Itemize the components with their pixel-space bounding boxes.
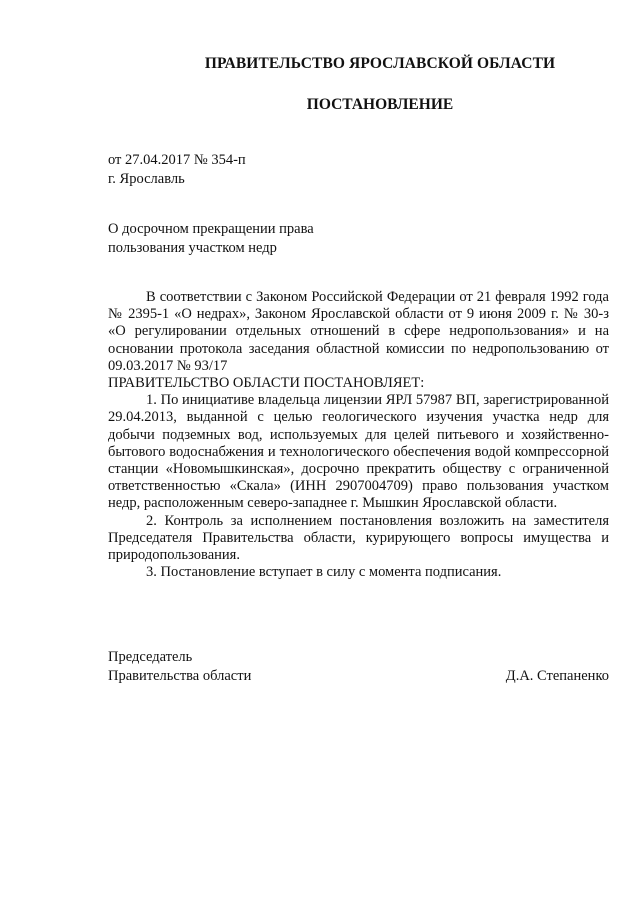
- government-title: ПРАВИТЕЛЬСТВО ЯРОСЛАВСКОЙ ОБЛАСТИ: [204, 55, 556, 72]
- signature-row: [108, 667, 609, 686]
- item-1-paragraph: 1. По инициативе владельца лицензии ЯРЛ 57987 ВП, зарегистрированной 29.04.2013, выданной с целью геологического изучения участка недр для добычи подземных вод, используемых для целей питьевого и хозяйственно-бытового водоснабжения и технологического обеспечения водой компрессорной станции «Новомышкинская», досрочно прекратить обществу с ограниченной ответственностью «Скала» (ИНН 2907004709) право пользования участком недр, расположенным северо-западнее г. Мышкин Ярославской области.: [108, 392, 609, 512]
- subject-line-1: О досрочном прекращении права: [108, 221, 314, 237]
- document-type-title: ПОСТАНОВЛЕНИЕ: [306, 96, 454, 113]
- item-2-paragraph: 2. Контроль за исполнением постановления возложить на заместителя Председателя Правительства области, курирующего вопросы имущества и природопользования.: [108, 512, 609, 564]
- document-body: [108, 289, 609, 581]
- signer-position-line-1: Председатель: [108, 649, 193, 665]
- item-3-paragraph: 3. Постановление вступает в силу с момента подписания.: [146, 564, 502, 581]
- preamble-paragraph: В соответствии с Законом Российской Федерации от 21 февраля 1992 года № 2395-1 «О недрах», Законом Ярославской области от 9 июня 2009 г. № 30-з «О регулировании отдельных отношений в сфере недропользования» и на основании протокола заседания областной комиссии по недропользованию от 09.03.2017 № 93/17: [108, 289, 609, 374]
- document-subject: [108, 220, 314, 258]
- signer-name: Д.А. Степаненко: [505, 668, 609, 684]
- date-number: от 27.04.2017 № 354-п: [108, 152, 246, 168]
- document-meta: [108, 151, 246, 189]
- subject-line-2: пользования участком недр: [108, 240, 277, 256]
- signer-position-line-2: Правительства области: [108, 668, 252, 684]
- signature-block: [108, 648, 609, 686]
- city: г. Ярославль: [108, 171, 185, 187]
- resolve-heading: ПРАВИТЕЛЬСТВО ОБЛАСТИ ПОСТАНОВЛЯЕТ:: [108, 375, 425, 392]
